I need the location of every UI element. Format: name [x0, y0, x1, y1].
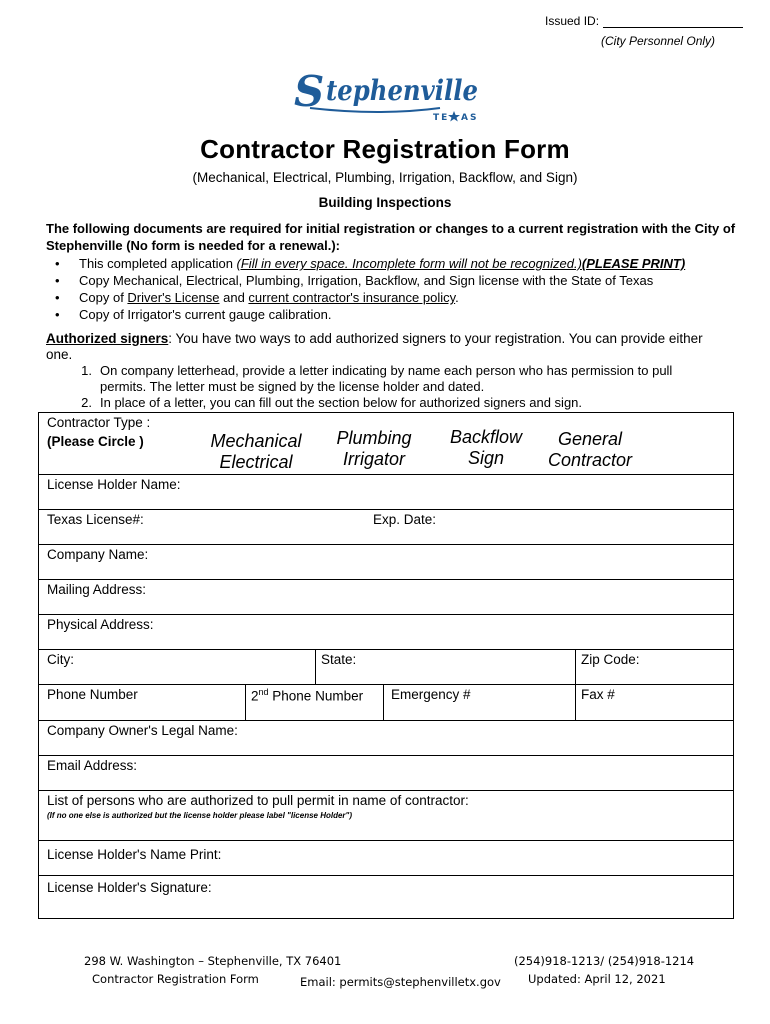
- divider: [383, 685, 384, 720]
- issued-id-line: [603, 17, 743, 28]
- physical-address-label: Physical Address:: [47, 617, 154, 632]
- texas-license-row[interactable]: [39, 510, 733, 545]
- footer-address: 298 W. Washington – Stephenville, TX 76401: [84, 954, 342, 968]
- owner-name-label: Company Owner's Legal Name:: [47, 723, 238, 738]
- physical-address-row[interactable]: [39, 615, 733, 650]
- authorized-persons-label: List of persons who are authorized to pull permit in name of contractor:: [47, 793, 469, 808]
- company-name-label: Company Name:: [47, 547, 149, 562]
- list-item-continuation: permits. The letter must be signed by the license holder and dated.: [100, 379, 485, 394]
- phone-number-label: Phone Number: [47, 687, 138, 702]
- list-item: • Copy of Irrigator's current gauge calibration.: [48, 306, 748, 323]
- signature-row[interactable]: [39, 876, 733, 918]
- city-personnel-note: (City Personnel Only): [601, 34, 716, 48]
- registration-form: [38, 412, 734, 919]
- svg-text:S: S: [294, 67, 325, 116]
- fax-label: Fax #: [581, 687, 615, 702]
- zip-code-label: Zip Code:: [581, 652, 640, 667]
- footer-email: Email: permits@stephenvilletx.gov: [300, 975, 501, 989]
- authorized-options-list: [46, 363, 736, 411]
- list-item: • Copy Mechanical, Electrical, Plumbing, Irrigation, Backflow, and Sign license with the State of Texas: [48, 272, 748, 289]
- emergency-label: Emergency #: [391, 687, 471, 702]
- option-mechanical-electrical[interactable]: Mechanical Electrical: [210, 431, 302, 472]
- contractor-type-label: Contractor Type :: [47, 415, 151, 430]
- page-title: Contractor Registration Form: [200, 134, 570, 164]
- list-item: 1. On company letterhead, provide a letter indicating by name each person who has permission to pull: [81, 363, 673, 378]
- mailing-address-row[interactable]: [39, 580, 733, 615]
- state-label: State:: [321, 652, 357, 667]
- authorized-signers-paragraph: Authorized signers: You have two ways to add authorized signers to your registration. You can provide either one.: [46, 331, 703, 362]
- divider: [575, 685, 576, 720]
- name-print-label: License Holder's Name Print:: [47, 847, 222, 862]
- phone-row: [39, 685, 733, 721]
- option-plumbing-irrigator[interactable]: Plumbing Irrigator: [336, 428, 412, 469]
- footer-phones: (254)918-1213/ (254)918-1214: [514, 954, 695, 968]
- issued-id-field: [545, 14, 743, 28]
- issued-id-label: Issued ID:: [545, 14, 600, 28]
- authorized-signers-label: Authorized signers: [46, 331, 169, 346]
- required-documents-list: [48, 255, 748, 323]
- license-holder-name-label: License Holder Name:: [47, 477, 181, 492]
- option-backflow-sign[interactable]: Backflow Sign: [449, 427, 523, 468]
- svg-text:TE: TE: [433, 113, 450, 123]
- intro-text: The following documents are required for initial registration or changes to a current registration with the City of Stephenville (No form is needed for a renewal.):: [46, 221, 736, 253]
- owner-name-row[interactable]: [39, 721, 733, 756]
- email-label: Email Address:: [47, 758, 138, 773]
- footer-updated: Updated: April 12, 2021: [528, 972, 666, 986]
- page-subtitle: (Mechanical, Electrical, Plumbing, Irrigation, Backflow, and Sign): [192, 170, 578, 185]
- svg-text:tephenville: tephenville: [326, 74, 478, 107]
- option-general-contractor[interactable]: General Contractor: [547, 429, 633, 470]
- please-circle-label: (Please Circle ): [47, 434, 144, 449]
- license-holder-name-row[interactable]: [39, 475, 733, 510]
- stephenville-logo: [290, 62, 485, 124]
- city-state-zip-row: [39, 650, 733, 685]
- second-phone-label: 2nd Phone Number: [251, 687, 364, 704]
- list-item: • This completed application (Fill in every space. Incomplete form will not be recognized.)(PLEASE PRINT): [48, 255, 748, 272]
- list-item: 2. In place of a letter, you can fill out the section below for authorized signers and sign.: [81, 395, 583, 410]
- authorized-persons-row[interactable]: [39, 791, 733, 841]
- divider: [245, 685, 246, 720]
- texas-license-label: Texas License#:: [47, 512, 144, 527]
- exp-date-label: Exp. Date:: [373, 512, 437, 527]
- company-name-row[interactable]: [39, 545, 733, 580]
- divider: [315, 650, 316, 684]
- section-heading: Building Inspections: [318, 195, 452, 210]
- list-item: • Copy of Driver's License and current contractor's insurance policy.: [48, 289, 748, 306]
- name-print-row[interactable]: [39, 841, 733, 876]
- email-row[interactable]: [39, 756, 733, 791]
- svg-text:AS: AS: [461, 113, 479, 123]
- mailing-address-label: Mailing Address:: [47, 582, 147, 597]
- city-label: City:: [47, 652, 74, 667]
- footer-form-name: Contractor Registration Form: [92, 972, 259, 986]
- signature-label: License Holder's Signature:: [47, 880, 212, 895]
- divider: [575, 650, 576, 684]
- authorized-persons-note: (If no one else is authorized but the license holder please label "license Holder"): [47, 811, 352, 820]
- contractor-type-row: [39, 413, 733, 475]
